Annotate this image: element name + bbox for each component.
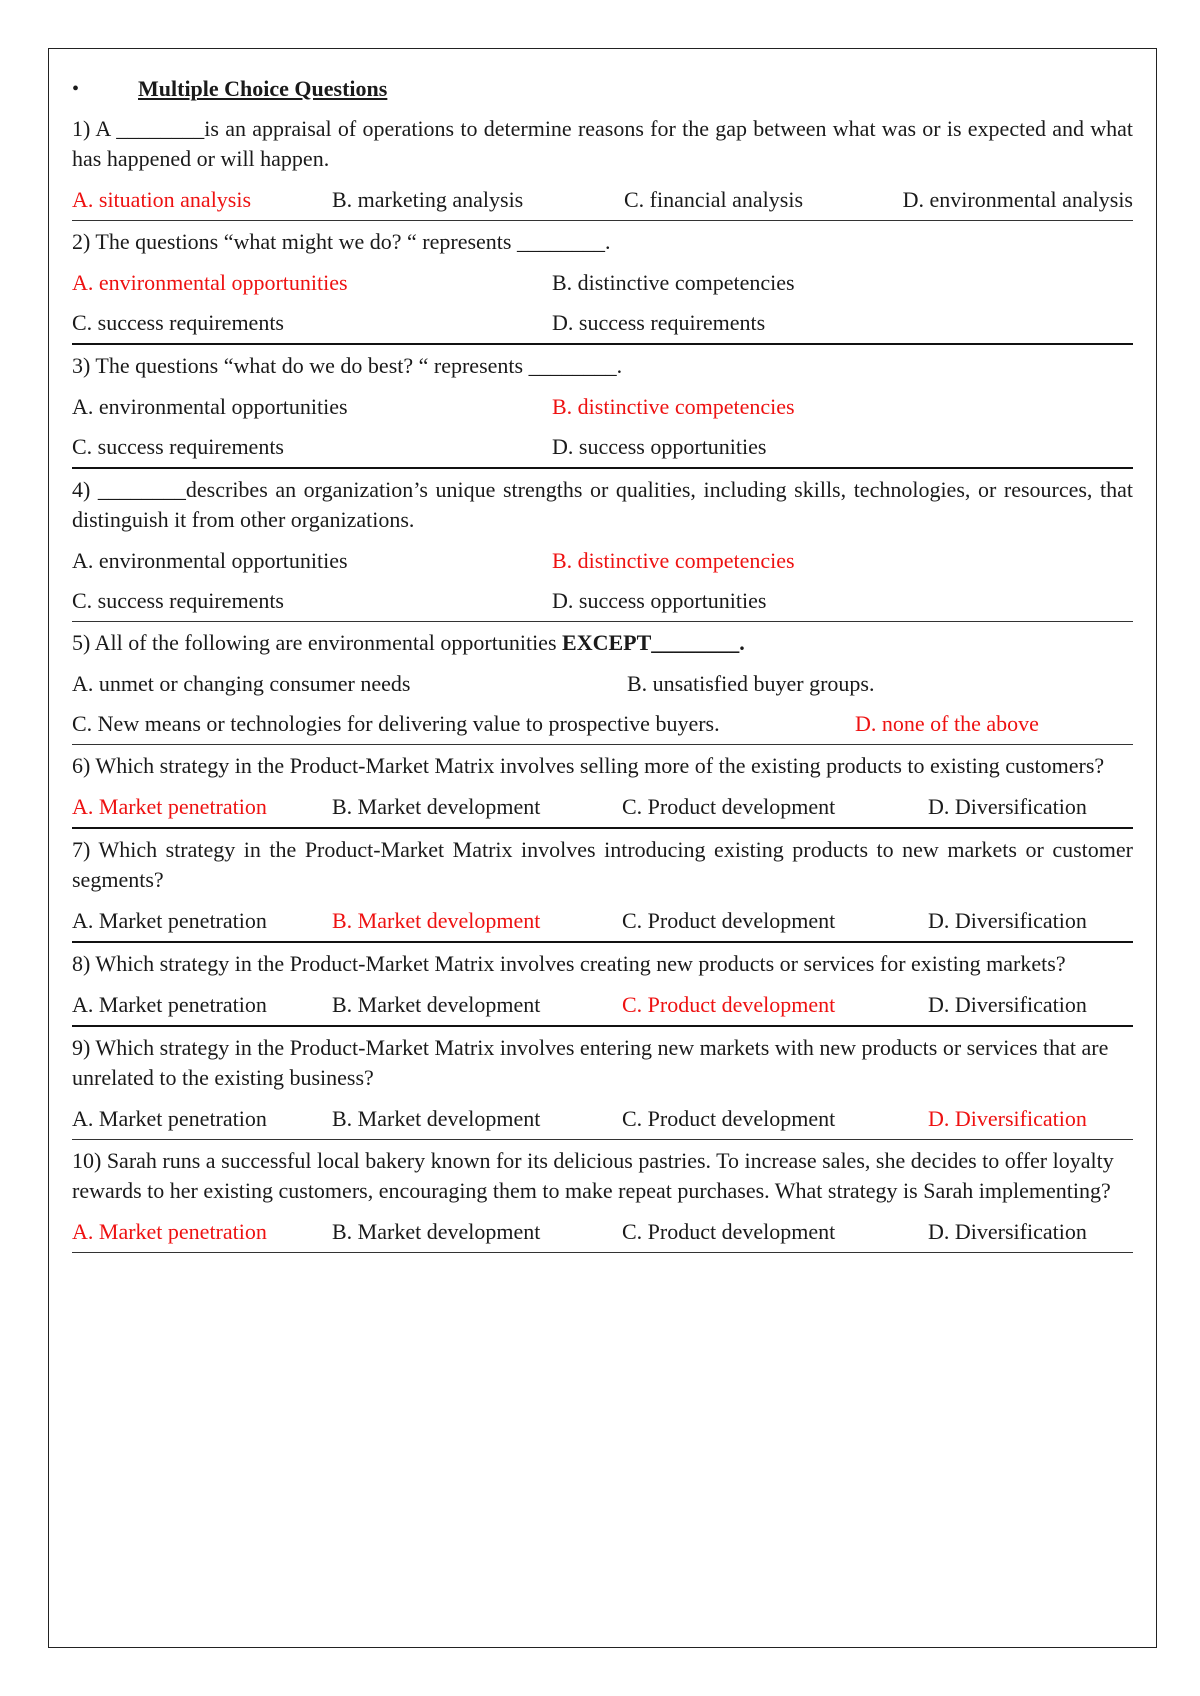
options-row [72, 541, 1133, 581]
question-6 [72, 745, 1133, 829]
option-a: A. environmental opportunities [72, 270, 348, 295]
question-2 [72, 221, 1133, 345]
option-d: D. Diversification [928, 1219, 1087, 1244]
option-d: D. Diversification [928, 1106, 1087, 1131]
options-row [72, 180, 1133, 220]
question-text: 10) Sarah runs a successful local bakery known for its delicious pastries. To increase sales, she decides to offer loyalty rewards to her existing customers, encouraging them to make repeat purchases. What strategy is Sarah implementing? [72, 1148, 1114, 1203]
question-text: 7) Which strategy in the Product-Market Matrix involves introducing existing products to new markets or customer segments? [72, 837, 1133, 892]
options-row [72, 427, 1133, 467]
options-row [72, 1099, 1133, 1139]
document-body [72, 70, 1133, 1253]
question-text: 3) The questions “what do we do best? “ represents ________. [72, 353, 623, 378]
option-b: B. distinctive competencies [552, 394, 795, 419]
option-b: B. Market development [332, 1106, 541, 1131]
options-row [72, 985, 1133, 1025]
question-9 [72, 1027, 1133, 1140]
option-d: D. Diversification [928, 908, 1087, 933]
option-c: C. Product development [622, 1106, 836, 1131]
options-row [72, 1212, 1133, 1252]
option-c: C. success requirements [72, 588, 284, 613]
option-a: A. Market penetration [72, 992, 267, 1017]
section-header [72, 70, 1133, 108]
option-a: A. Market penetration [72, 908, 267, 933]
option-c: C. success requirements [72, 310, 284, 335]
options-row [72, 263, 1133, 303]
options-row [72, 387, 1133, 427]
option-c: C. Product development [622, 1219, 836, 1244]
option-c: C. Product development [622, 908, 836, 933]
option-b: B. Market development [332, 1219, 541, 1244]
option-d: D. none of the above [855, 711, 1039, 736]
question-10 [72, 1140, 1133, 1253]
question-text: 2) The questions “what might we do? “ represents ________. [72, 229, 611, 254]
question-7 [72, 829, 1133, 943]
option-c: C. Product development [622, 992, 836, 1017]
option-b: B. Market development [332, 992, 541, 1017]
option-a: A. environmental opportunities [72, 548, 348, 573]
options-row [72, 581, 1133, 621]
question-3 [72, 345, 1133, 469]
option-a: A. Market penetration [72, 1106, 267, 1131]
options-row [72, 664, 1133, 704]
question-5 [72, 622, 1133, 745]
question-text: 1) A ________is an appraisal of operations to determine reasons for the gap between what was or is expected and what has happened or will happen. [72, 116, 1133, 171]
option-b: B. Market development [332, 794, 541, 819]
question-text: 9) Which strategy in the Product-Market Matrix involves entering new markets with new products or services that are unrelated to the existing business? [72, 1035, 1109, 1090]
option-b: B. marketing analysis [332, 187, 524, 212]
option-c: C. financial analysis [624, 187, 804, 212]
option-c: C. success requirements [72, 434, 284, 459]
options-row [72, 787, 1133, 827]
section-title: Multiple Choice Questions [138, 76, 388, 101]
option-b: B. distinctive competencies [552, 270, 795, 295]
question-text: 6) Which strategy in the Product-Market Matrix involves selling more of the existing products to existing customers? [72, 753, 1105, 778]
option-a: A. Market penetration [72, 1219, 267, 1244]
option-d: D. environmental analysis [902, 187, 1133, 212]
option-a: A. environmental opportunities [72, 394, 348, 419]
option-a: A. situation analysis [72, 187, 252, 212]
question-text: 8) Which strategy in the Product-Market Matrix involves creating new products or services for existing markets? [72, 951, 1066, 976]
except-label: EXCEPT________. [562, 630, 745, 655]
question-4 [72, 469, 1133, 622]
question-text [72, 622, 1133, 658]
option-a: A. Market penetration [72, 794, 267, 819]
bullet: • [72, 78, 80, 100]
question-text: 4) ________describes an organization’s unique strengths or qualities, including skills, technologies, or resources, that distinguish it from other organizations. [72, 477, 1133, 532]
options-row [72, 901, 1133, 941]
option-d: D. success opportunities [552, 588, 767, 613]
question-1 [72, 114, 1133, 221]
option-a: A. unmet or changing consumer needs [72, 671, 411, 696]
option-d: D. Diversification [928, 794, 1087, 819]
option-b: B. unsatisfied buyer groups. [627, 671, 875, 696]
question-8 [72, 943, 1133, 1027]
option-d: D. success requirements [552, 310, 766, 335]
option-c: C. New means or technologies for delivering value to prospective buyers. [72, 711, 720, 736]
question-text-prefix: 5) All of the following are environmental opportunities [72, 630, 563, 655]
option-d: D. Diversification [928, 992, 1087, 1017]
option-b: B. distinctive competencies [552, 548, 795, 573]
options-row [72, 704, 1133, 744]
option-d: D. success opportunities [552, 434, 767, 459]
options-row [72, 303, 1133, 343]
option-b: B. Market development [332, 908, 541, 933]
option-c: C. Product development [622, 794, 836, 819]
